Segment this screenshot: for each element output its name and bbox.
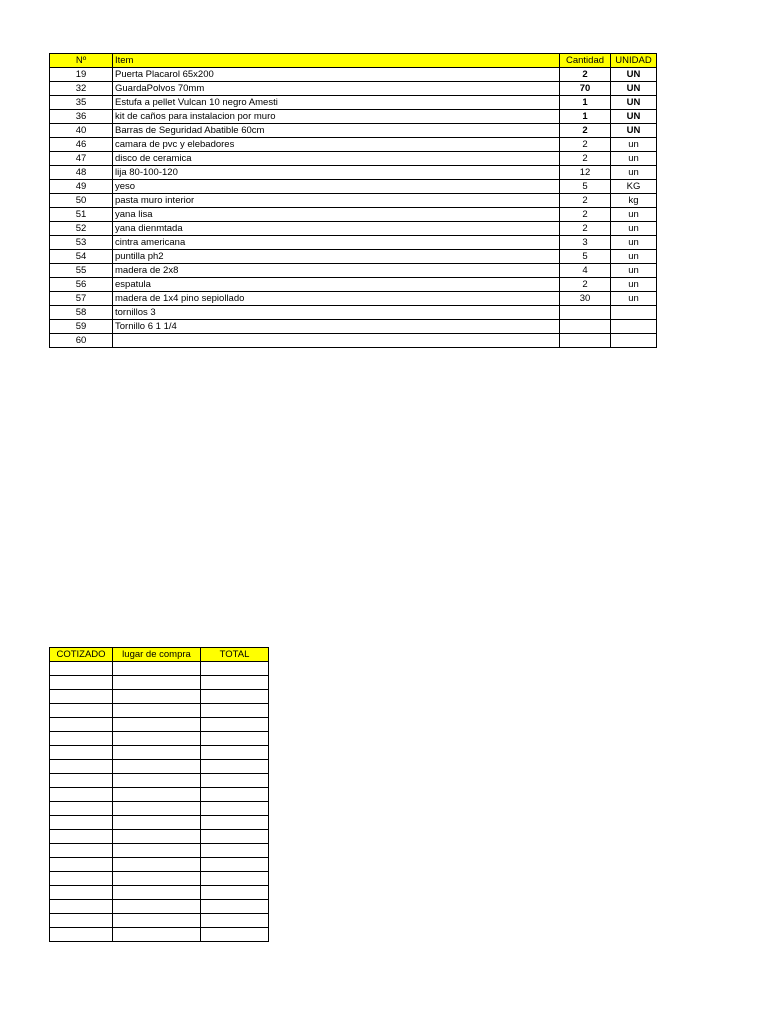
table-row bbox=[50, 208, 657, 222]
cell-num[interactable]: 55 bbox=[50, 264, 113, 278]
cell-unidad[interactable]: un bbox=[611, 152, 657, 166]
cell-num[interactable]: 49 bbox=[50, 180, 113, 194]
cell-total[interactable] bbox=[201, 690, 269, 704]
cell-cotizado[interactable] bbox=[50, 774, 113, 788]
cell-lugar-de-compra[interactable] bbox=[113, 760, 201, 774]
table-row bbox=[50, 802, 269, 816]
cell-lugar-de-compra[interactable] bbox=[113, 886, 201, 900]
cell-lugar-de-compra[interactable] bbox=[113, 900, 201, 914]
cell-item[interactable]: madera de 1x4 pino sepiollado bbox=[113, 292, 560, 306]
table-row bbox=[50, 110, 657, 124]
header-cotizado[interactable]: COTIZADO bbox=[50, 648, 113, 662]
cell-cantidad[interactable]: 3 bbox=[560, 236, 611, 250]
cell-cantidad[interactable]: 2 bbox=[560, 138, 611, 152]
cell-cotizado[interactable] bbox=[50, 886, 113, 900]
cell-num[interactable]: 47 bbox=[50, 152, 113, 166]
cell-unidad[interactable]: UN bbox=[611, 68, 657, 82]
cell-cantidad[interactable]: 70 bbox=[560, 82, 611, 96]
cell-item[interactable]: yana lisa bbox=[113, 208, 560, 222]
cell-lugar-de-compra[interactable] bbox=[113, 718, 201, 732]
cell-cantidad[interactable]: 2 bbox=[560, 278, 611, 292]
table-row bbox=[50, 320, 657, 334]
cell-cantidad[interactable]: 5 bbox=[560, 250, 611, 264]
cell-cantidad[interactable]: 2 bbox=[560, 222, 611, 236]
cell-lugar-de-compra[interactable] bbox=[113, 774, 201, 788]
cell-item[interactable]: Estufa a pellet Vulcan 10 negro Amesti bbox=[113, 96, 560, 110]
cell-cantidad[interactable]: 1 bbox=[560, 96, 611, 110]
cell-total[interactable] bbox=[201, 662, 269, 676]
cell-item[interactable]: puntilla ph2 bbox=[113, 250, 560, 264]
cell-total[interactable] bbox=[201, 732, 269, 746]
cell-unidad[interactable] bbox=[611, 306, 657, 320]
cell-total[interactable] bbox=[201, 746, 269, 760]
cell-unidad[interactable] bbox=[611, 334, 657, 348]
table-row bbox=[50, 96, 657, 110]
table-row bbox=[50, 928, 269, 942]
cell-total[interactable] bbox=[201, 816, 269, 830]
cell-total[interactable] bbox=[201, 928, 269, 942]
cell-total[interactable] bbox=[201, 760, 269, 774]
cell-total[interactable] bbox=[201, 788, 269, 802]
cell-num[interactable]: 36 bbox=[50, 110, 113, 124]
cell-cantidad[interactable]: 2 bbox=[560, 208, 611, 222]
cell-num[interactable]: 51 bbox=[50, 208, 113, 222]
cell-cotizado[interactable] bbox=[50, 802, 113, 816]
cell-item[interactable]: cintra americana bbox=[113, 236, 560, 250]
cell-item[interactable]: espatula bbox=[113, 278, 560, 292]
cell-cantidad[interactable]: 2 bbox=[560, 152, 611, 166]
table-row bbox=[50, 690, 269, 704]
cell-num[interactable]: 60 bbox=[50, 334, 113, 348]
table-row bbox=[50, 250, 657, 264]
cell-total[interactable] bbox=[201, 774, 269, 788]
cell-cotizado[interactable] bbox=[50, 844, 113, 858]
cell-lugar-de-compra[interactable] bbox=[113, 662, 201, 676]
cell-item[interactable]: camara de pvc y elebadores bbox=[113, 138, 560, 152]
cell-unidad[interactable]: un bbox=[611, 208, 657, 222]
cell-lugar-de-compra[interactable] bbox=[113, 858, 201, 872]
cell-unidad[interactable]: UN bbox=[611, 124, 657, 138]
table-row bbox=[50, 138, 657, 152]
table-row bbox=[50, 194, 657, 208]
cell-lugar-de-compra[interactable] bbox=[113, 816, 201, 830]
cell-cotizado[interactable] bbox=[50, 690, 113, 704]
cell-num[interactable]: 53 bbox=[50, 236, 113, 250]
cell-lugar-de-compra[interactable] bbox=[113, 928, 201, 942]
cell-cotizado[interactable] bbox=[50, 928, 113, 942]
cell-cotizado[interactable] bbox=[50, 746, 113, 760]
cell-item[interactable]: disco de ceramica bbox=[113, 152, 560, 166]
cell-num[interactable]: 59 bbox=[50, 320, 113, 334]
cell-cotizado[interactable] bbox=[50, 732, 113, 746]
quote-header-row bbox=[50, 648, 269, 662]
cell-lugar-de-compra[interactable] bbox=[113, 704, 201, 718]
cell-item[interactable]: yeso bbox=[113, 180, 560, 194]
table-row bbox=[50, 774, 269, 788]
cell-total[interactable] bbox=[201, 914, 269, 928]
cell-unidad[interactable]: kg bbox=[611, 194, 657, 208]
table-row bbox=[50, 858, 269, 872]
cell-item[interactable]: lija 80-100-120 bbox=[113, 166, 560, 180]
table-row bbox=[50, 676, 269, 690]
table-row bbox=[50, 816, 269, 830]
cell-total[interactable] bbox=[201, 844, 269, 858]
cell-num[interactable]: 19 bbox=[50, 68, 113, 82]
cell-unidad[interactable]: un bbox=[611, 292, 657, 306]
cell-lugar-de-compra[interactable] bbox=[113, 676, 201, 690]
table-row bbox=[50, 334, 657, 348]
cell-lugar-de-compra[interactable] bbox=[113, 732, 201, 746]
cell-cantidad[interactable]: 2 bbox=[560, 124, 611, 138]
cell-unidad[interactable]: un bbox=[611, 264, 657, 278]
quote-table bbox=[49, 647, 269, 942]
cell-cantidad[interactable]: 2 bbox=[560, 194, 611, 208]
cell-item[interactable]: Puerta Placarol 65x200 bbox=[113, 68, 560, 82]
cell-lugar-de-compra[interactable] bbox=[113, 872, 201, 886]
table-row bbox=[50, 760, 269, 774]
cell-total[interactable] bbox=[201, 886, 269, 900]
table-row bbox=[50, 68, 657, 82]
cell-cantidad[interactable]: 2 bbox=[560, 68, 611, 82]
cell-num[interactable]: 40 bbox=[50, 124, 113, 138]
cell-cantidad[interactable]: 5 bbox=[560, 180, 611, 194]
header-total[interactable]: TOTAL bbox=[201, 648, 269, 662]
cell-total[interactable] bbox=[201, 858, 269, 872]
cell-cantidad[interactable]: 4 bbox=[560, 264, 611, 278]
cell-cotizado[interactable] bbox=[50, 830, 113, 844]
cell-num[interactable]: 57 bbox=[50, 292, 113, 306]
cell-lugar-de-compra[interactable] bbox=[113, 844, 201, 858]
table-row bbox=[50, 124, 657, 138]
cell-cotizado[interactable] bbox=[50, 718, 113, 732]
table-row bbox=[50, 718, 269, 732]
header-item[interactable]: Item bbox=[113, 54, 560, 68]
table-row bbox=[50, 886, 269, 900]
cell-cantidad[interactable] bbox=[560, 334, 611, 348]
cell-unidad[interactable]: KG bbox=[611, 180, 657, 194]
table-row bbox=[50, 152, 657, 166]
table-row bbox=[50, 222, 657, 236]
cell-unidad[interactable]: UN bbox=[611, 96, 657, 110]
cell-total[interactable] bbox=[201, 900, 269, 914]
cell-item[interactable]: madera de 2x8 bbox=[113, 264, 560, 278]
cell-lugar-de-compra[interactable] bbox=[113, 690, 201, 704]
items-table bbox=[49, 53, 657, 348]
cell-num[interactable]: 50 bbox=[50, 194, 113, 208]
cell-lugar-de-compra[interactable] bbox=[113, 788, 201, 802]
cell-total[interactable] bbox=[201, 830, 269, 844]
cell-cantidad[interactable] bbox=[560, 306, 611, 320]
table-row bbox=[50, 900, 269, 914]
header-num[interactable]: Nº bbox=[50, 54, 113, 68]
cell-num[interactable]: 35 bbox=[50, 96, 113, 110]
cell-lugar-de-compra[interactable] bbox=[113, 914, 201, 928]
table-row bbox=[50, 236, 657, 250]
cell-total[interactable] bbox=[201, 676, 269, 690]
cell-cotizado[interactable] bbox=[50, 858, 113, 872]
cell-total[interactable] bbox=[201, 802, 269, 816]
cell-total[interactable] bbox=[201, 718, 269, 732]
cell-lugar-de-compra[interactable] bbox=[113, 830, 201, 844]
cell-unidad[interactable]: un bbox=[611, 222, 657, 236]
cell-cotizado[interactable] bbox=[50, 914, 113, 928]
cell-item[interactable]: Barras de Seguridad Abatible 60cm bbox=[113, 124, 560, 138]
header-unidad[interactable]: UNIDAD bbox=[611, 54, 657, 68]
cell-num[interactable]: 54 bbox=[50, 250, 113, 264]
cell-cantidad[interactable]: 1 bbox=[560, 110, 611, 124]
cell-num[interactable]: 58 bbox=[50, 306, 113, 320]
cell-cotizado[interactable] bbox=[50, 704, 113, 718]
cell-item[interactable]: kit de caños para instalacion por muro bbox=[113, 110, 560, 124]
table-row bbox=[50, 166, 657, 180]
cell-lugar-de-compra[interactable] bbox=[113, 746, 201, 760]
cell-num[interactable]: 46 bbox=[50, 138, 113, 152]
cell-item[interactable]: GuardaPolvos 70mm bbox=[113, 82, 560, 96]
cell-cotizado[interactable] bbox=[50, 816, 113, 830]
table-row bbox=[50, 306, 657, 320]
cell-unidad[interactable]: un bbox=[611, 278, 657, 292]
table-row bbox=[50, 292, 657, 306]
header-lugar-de-compra[interactable]: lugar de compra bbox=[113, 648, 201, 662]
cell-cotizado[interactable] bbox=[50, 788, 113, 802]
cell-unidad[interactable]: un bbox=[611, 138, 657, 152]
cell-item[interactable] bbox=[113, 334, 560, 348]
table-row bbox=[50, 844, 269, 858]
cell-cantidad[interactable]: 12 bbox=[560, 166, 611, 180]
table-row bbox=[50, 788, 269, 802]
table-row bbox=[50, 662, 269, 676]
quote-body bbox=[50, 662, 269, 942]
cell-lugar-de-compra[interactable] bbox=[113, 802, 201, 816]
cell-item[interactable]: Tornillo 6 1 1/4 bbox=[113, 320, 560, 334]
cell-cantidad[interactable]: 30 bbox=[560, 292, 611, 306]
table-row bbox=[50, 732, 269, 746]
cell-item[interactable]: pasta muro interior bbox=[113, 194, 560, 208]
table-row bbox=[50, 914, 269, 928]
table-row bbox=[50, 704, 269, 718]
cell-cotizado[interactable] bbox=[50, 872, 113, 886]
items-body bbox=[50, 68, 657, 348]
cell-num[interactable]: 32 bbox=[50, 82, 113, 96]
cell-unidad[interactable]: UN bbox=[611, 110, 657, 124]
cell-num[interactable]: 48 bbox=[50, 166, 113, 180]
cell-cotizado[interactable] bbox=[50, 900, 113, 914]
cell-unidad[interactable] bbox=[611, 320, 657, 334]
header-cantidad[interactable]: Cantidad bbox=[560, 54, 611, 68]
cell-cotizado[interactable] bbox=[50, 760, 113, 774]
cell-total[interactable] bbox=[201, 872, 269, 886]
cell-cotizado[interactable] bbox=[50, 662, 113, 676]
table-row bbox=[50, 746, 269, 760]
cell-item[interactable]: tornillos 3 bbox=[113, 306, 560, 320]
cell-unidad[interactable]: UN bbox=[611, 82, 657, 96]
table-row bbox=[50, 82, 657, 96]
table-row bbox=[50, 264, 657, 278]
cell-total[interactable] bbox=[201, 704, 269, 718]
table-row bbox=[50, 872, 269, 886]
items-header-row bbox=[50, 54, 657, 68]
cell-item[interactable]: yana dienmtada bbox=[113, 222, 560, 236]
cell-num[interactable]: 52 bbox=[50, 222, 113, 236]
cell-num[interactable]: 56 bbox=[50, 278, 113, 292]
cell-cotizado[interactable] bbox=[50, 676, 113, 690]
table-row bbox=[50, 180, 657, 194]
cell-cantidad[interactable] bbox=[560, 320, 611, 334]
cell-unidad[interactable]: un bbox=[611, 166, 657, 180]
table-row bbox=[50, 830, 269, 844]
table-row bbox=[50, 278, 657, 292]
cell-unidad[interactable]: un bbox=[611, 250, 657, 264]
cell-unidad[interactable]: un bbox=[611, 236, 657, 250]
